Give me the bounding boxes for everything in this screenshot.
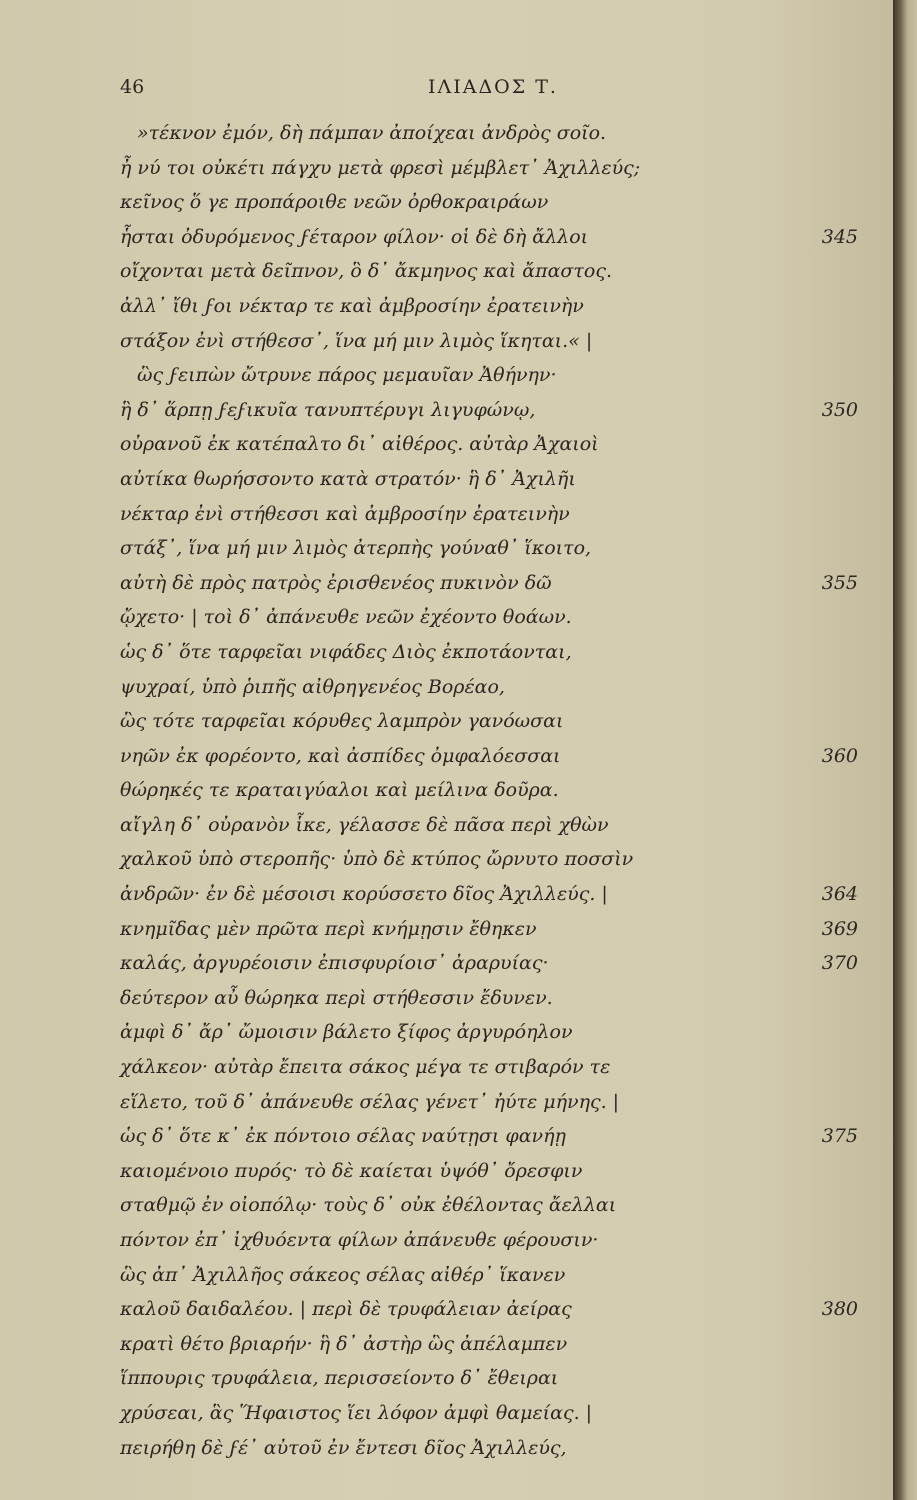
verse-line [0, 981, 893, 1016]
verse-line [0, 254, 893, 289]
verse-text: αὐτὴ δὲ πρὸς πατρὸς ἐρισθενέος πυκινὸν δῶ [120, 571, 552, 594]
verse-text: καλάς, ἀργυρέοισιν ἐπισφυρίοισ᾽ ἀραρυίας· [120, 952, 549, 975]
verse-line [0, 1188, 893, 1223]
page-number: 46 [120, 76, 145, 98]
verse-text: αἴγλη δ᾽ οὐρανὸν ἷκε, γέλασσε δὲ πᾶσα περὶ χθὼν [120, 813, 609, 836]
verse-text: νέκταρ ἐνὶ στήθεσσι καὶ ἀμβροσίην ἐρατεινὴν [120, 502, 570, 525]
line-number: 380 [821, 1298, 858, 1321]
verse-text: ἵππουρις τρυφάλεια, περισσείοντο δ᾽ ἔθειραι [120, 1367, 559, 1390]
verse-text: οὐρανοῦ ἐκ κατέπαλτο δι᾽ αἰθέρος. αὐτὰρ Ἀχαιοὶ [120, 433, 599, 456]
line-number: 355 [821, 571, 858, 594]
verse-line [0, 497, 893, 532]
verse-text: ὣς ϝειπὼν ὤτρυνε πάρος μεμαυῖαν Ἀθήνην· [137, 364, 557, 387]
verse-text: θώρηκές τε κραταιγύαλοι καὶ μείλινα δοῦρα. [120, 779, 559, 802]
verse-line [0, 1223, 893, 1258]
verse-line [0, 1154, 893, 1189]
verse-line [0, 635, 893, 670]
verse-text: στάξον ἐνὶ στήθεσσ᾽, ἵνα μή μιν λιμὸς ἵκηται.« | [120, 329, 593, 352]
verse-text: σταθμῷ ἐν οἰοπόλῳ· τοὺς δ᾽ οὐκ ἐθέλοντας ἄελλαι [120, 1194, 617, 1217]
verse-line [0, 1258, 893, 1293]
verse-text: ἀνδρῶν· ἐν δὲ μέσοισι κορύσσετο δῖος Ἀχιλλεύς. | [120, 883, 608, 906]
verse-line [0, 1050, 893, 1085]
verse-line [0, 1396, 893, 1431]
verse-text: χάλκεον· αὐτὰρ ἔπειτα σάκος μέγα τε στιβαρόν τε [120, 1056, 611, 1079]
line-number: 345 [821, 225, 858, 248]
verse-text: αὐτίκα θωρήσσοντο κατὰ στρατόν· ἣ δ᾽ Ἀχιλῆι [120, 467, 576, 490]
verse-line [0, 324, 893, 359]
verse-text: οἴχονται μετὰ δεῖπνον, ὃ δ᾽ ἄκμηνος καὶ ἄπαστος. [120, 260, 613, 283]
book-spine [893, 0, 917, 1500]
verse-line [0, 427, 893, 462]
verse-line [0, 1361, 893, 1396]
verse-text: ὣς τότε ταρφεῖαι κόρυθες λαμπρὸν γανόωσαι [120, 710, 564, 733]
verse-text: νηῶν ἐκ φορέοντο, καὶ ἀσπίδες ὀμφαλόεσσαι [120, 744, 561, 767]
verse-text: ὣς ἀπ᾽ Ἀχιλλῆος σάκεος σέλας αἰθέρ᾽ ἵκανεν [120, 1263, 566, 1286]
verse-line [0, 842, 893, 877]
verse-text: ᾤχετο· | τοὶ δ᾽ ἀπάνευθε νεῶν ἐχέοντο θοάων. [120, 606, 572, 629]
verse-line [0, 1015, 893, 1050]
verse-text: ὡς δ᾽ ὅτε κ᾽ ἐκ πόντοιο σέλας ναύτῃσι φανήῃ [120, 1125, 566, 1148]
verse-text: εἵλετο, τοῦ δ᾽ ἀπάνευθε σέλας γένετ᾽ ἠύτε μήνης. | [120, 1090, 620, 1113]
verse-line [0, 220, 893, 255]
line-number: 369 [821, 917, 858, 940]
verse-line [0, 670, 893, 705]
verse-line [0, 1431, 893, 1466]
line-number: 360 [821, 744, 858, 767]
verse-line [0, 600, 893, 635]
verse-line [0, 185, 893, 220]
verse-line [0, 358, 893, 393]
verse-text: ψυχραί, ὑπὸ ῥιπῆς αἰθρηγενέος Βορέαο, [120, 675, 505, 698]
line-number: 364 [821, 883, 858, 906]
verse-line [0, 946, 893, 981]
verse-text: κρατὶ θέτο βριαρήν· ἣ δ᾽ ἀστὴρ ὣς ἀπέλαμπεν [120, 1332, 568, 1355]
verse-text: πειρήθη δὲ ϝέ᾽ αὐτοῦ ἐν ἔντεσι δῖος Ἀχιλλεύς, [120, 1436, 567, 1459]
verse-block [0, 116, 893, 1465]
verse-text: στάξ᾽, ἵνα μή μιν λιμὸς ἀτερπὴς γούναθ᾽ ἵκοιτο, [120, 537, 592, 560]
line-number: 370 [821, 952, 858, 975]
verse-line [0, 116, 893, 151]
verse-text: κεῖνος ὅ γε προπάροιθε νεῶν ὀρθοκραιράων [120, 191, 549, 214]
verse-text: καλοῦ δαιδαλέου. | περὶ δὲ τρυφάλειαν ἀείρας [120, 1298, 572, 1321]
verse-text: χαλκοῦ ὑπὸ στεροπῆς· ὑπὸ δὲ κτύπος ὤρνυτο ποσσὶν [120, 848, 634, 871]
verse-line [0, 1327, 893, 1362]
verse-line [0, 393, 893, 428]
verse-line [0, 1292, 893, 1327]
line-number: 350 [821, 398, 858, 421]
verse-line [0, 808, 893, 843]
verse-line [0, 704, 893, 739]
verse-line [0, 151, 893, 186]
verse-line [0, 739, 893, 774]
page-header [0, 76, 893, 106]
verse-line [0, 877, 893, 912]
verse-line [0, 1085, 893, 1120]
verse-text: ἣ δ᾽ ἅρπῃ ϝεϝικυῖα τανυπτέρυγι λιγυφώνῳ, [120, 398, 536, 421]
verse-text: πόντον ἐπ᾽ ἰχθυόεντα φίλων ἀπάνευθε φέρουσιν· [120, 1229, 599, 1251]
verse-line [0, 566, 893, 601]
verse-text: χρύσεαι, ἃς Ἥφαιστος ἵει λόφον ἀμφὶ θαμείας. | [120, 1401, 593, 1424]
line-number: 375 [821, 1125, 858, 1148]
verse-text: ἀμφὶ δ᾽ ἄρ᾽ ὤμοισιν βάλετο ξίφος ἀργυρόηλον [120, 1021, 573, 1044]
verse-text: ἦ νύ τοι οὐκέτι πάγχυ μετὰ φρεσὶ μέμβλετ᾽ Ἀχιλλεύς; [120, 156, 641, 179]
verse-line [0, 773, 893, 808]
verse-text: »τέκνον ἐμόν, δὴ πάμπαν ἀποίχεαι ἀνδρὸς σοῖο. [137, 122, 607, 144]
verse-line [0, 1119, 893, 1154]
verse-line [0, 289, 893, 324]
verse-text: κνημῖδας μὲν πρῶτα περὶ κνήμῃσιν ἔθηκεν [120, 917, 537, 940]
verse-text: ἀλλ᾽ ἴθι ϝοι νέκταρ τε καὶ ἀμβροσίην ἐρατεινὴν [120, 294, 584, 317]
verse-line [0, 462, 893, 497]
verse-text: ὡς δ᾽ ὅτε ταρφεῖαι νιφάδες Διὸς ἐκποτάονται, [120, 640, 572, 663]
verse-text: δεύτερον αὖ θώρηκα περὶ στήθεσσιν ἔδυνεν. [120, 986, 553, 1009]
verse-line [0, 912, 893, 947]
verse-line [0, 531, 893, 566]
verse-text: ἧσται ὀδυρόμενος ϝέταρον φίλον· οἱ δὲ δὴ ἄλλοι [120, 225, 589, 248]
verse-text: καιομένοιο πυρός· τὸ δὲ καίεται ὑψόθ᾽ ὄρεσφιν [120, 1159, 583, 1182]
running-title: ΙΛΙΑΔΟΣ Τ. [428, 76, 558, 98]
